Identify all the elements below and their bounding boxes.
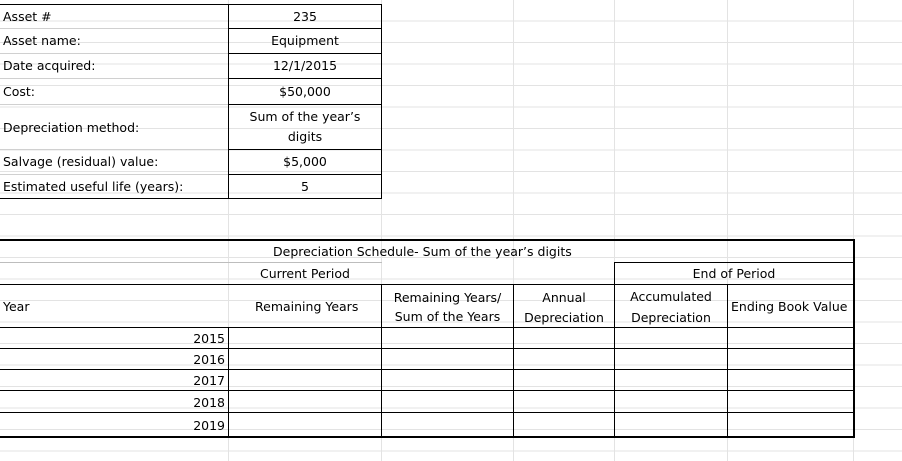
accumulated-depreciation-header-line1: Accumulated bbox=[630, 289, 712, 304]
row-divider bbox=[0, 53, 229, 54]
asset-table-bottom-border bbox=[0, 198, 382, 199]
value-row-border bbox=[228, 149, 382, 150]
row-divider bbox=[0, 78, 229, 79]
accumulated-depreciation-header-line2: Depreciation bbox=[631, 310, 711, 325]
value-row-border bbox=[228, 28, 382, 29]
depreciation-method-value-line2[interactable]: digits bbox=[287, 129, 323, 144]
asset-name-value[interactable]: Equipment bbox=[271, 33, 339, 48]
current-period-label: Current Period bbox=[260, 266, 350, 281]
value-row-border bbox=[228, 104, 382, 105]
title-row-divider bbox=[0, 262, 382, 263]
year-cell[interactable]: 2019 bbox=[193, 418, 225, 433]
schedule-top-border bbox=[0, 239, 855, 241]
value-row-border bbox=[228, 53, 382, 54]
asset-name-label: Asset name: bbox=[3, 33, 81, 48]
remaining-years-header: Remaining Years bbox=[255, 299, 359, 314]
column-border bbox=[727, 284, 728, 438]
year-cell[interactable]: 2016 bbox=[193, 352, 225, 367]
row-divider bbox=[0, 174, 229, 175]
value-row-border bbox=[228, 174, 382, 175]
row-border bbox=[0, 348, 855, 349]
row-divider bbox=[0, 149, 229, 150]
row-divider bbox=[0, 104, 229, 105]
year-cell[interactable]: 2018 bbox=[193, 395, 225, 410]
value-column-right-border bbox=[381, 4, 382, 199]
date-acquired-value[interactable]: 12/1/2015 bbox=[272, 58, 338, 73]
column-border bbox=[614, 284, 615, 438]
schedule-bottom-border bbox=[0, 436, 855, 438]
column-border bbox=[513, 284, 514, 438]
row-divider bbox=[0, 28, 229, 29]
date-acquired-label: Date acquired: bbox=[3, 58, 96, 73]
schedule-title: Depreciation Schedule- Sum of the year’s digits bbox=[273, 244, 572, 259]
value-row-border bbox=[228, 78, 382, 79]
depreciation-method-value-line1[interactable]: Sum of the year’s bbox=[249, 109, 361, 124]
depreciation-method-label: Depreciation method: bbox=[3, 120, 140, 135]
fraction-header-line1: Remaining Years/ bbox=[393, 290, 502, 305]
year-header: Year bbox=[3, 299, 30, 314]
annual-depreciation-header-line1: Annual bbox=[542, 290, 586, 305]
ending-book-value-header: Ending Book Value bbox=[731, 299, 848, 314]
row-border bbox=[0, 369, 855, 370]
column-border bbox=[228, 327, 229, 438]
salvage-value-value[interactable]: $5,000 bbox=[283, 154, 327, 169]
year-cell[interactable]: 2015 bbox=[193, 331, 225, 346]
asset-table-top-border bbox=[0, 4, 382, 5]
row-border bbox=[0, 390, 855, 391]
asset-number-value[interactable]: 235 bbox=[293, 9, 317, 24]
salvage-value-label: Salvage (residual) value: bbox=[3, 154, 159, 169]
useful-life-label: Estimated useful life (years): bbox=[3, 179, 184, 194]
end-period-top-border bbox=[614, 262, 855, 263]
annual-depreciation-header-line2: Depreciation bbox=[524, 310, 604, 325]
useful-life-value[interactable]: 5 bbox=[301, 179, 309, 194]
row-border bbox=[0, 412, 855, 413]
year-cell[interactable]: 2017 bbox=[193, 373, 225, 388]
column-border bbox=[381, 284, 382, 438]
end-of-period-label: End of Period bbox=[692, 266, 776, 281]
asset-number-label: Asset # bbox=[3, 9, 52, 24]
fraction-header-line2: Sum of the Years bbox=[394, 309, 501, 324]
schedule-right-border bbox=[853, 239, 855, 438]
cost-value[interactable]: $50,000 bbox=[279, 84, 331, 99]
cost-label: Cost: bbox=[3, 84, 36, 99]
